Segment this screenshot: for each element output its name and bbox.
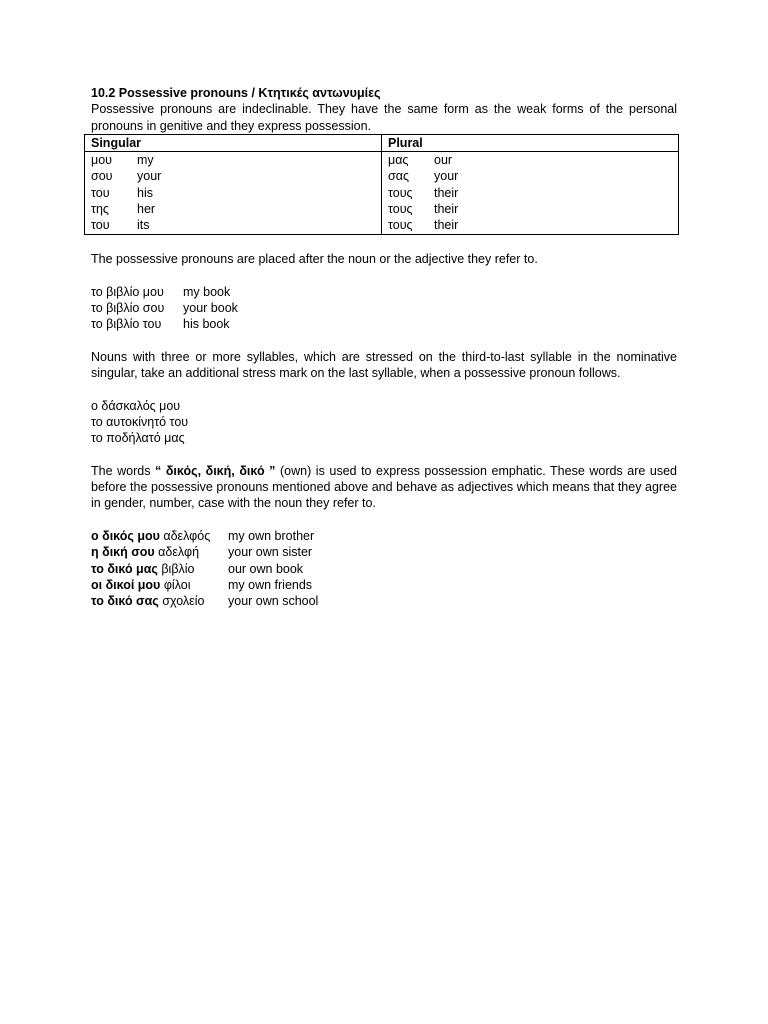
pronoun-greek: του <box>91 218 110 233</box>
pronoun-row <box>388 185 672 201</box>
pronoun-english: his <box>137 185 153 200</box>
example-english: your book <box>183 300 238 315</box>
intro-paragraph: Possessive pronouns are indeclinable. They have the same form as the weak forms of the personal pronouns in genitive and they express possession. <box>91 102 677 133</box>
page-content <box>91 85 677 610</box>
example-row <box>91 544 677 560</box>
example-row <box>91 316 677 332</box>
emphatic-after: (own) is used to express possession emphatic. These words are used before the possessive pronouns mentioned above and behave as adjectives which means that they agree in gender, number, case with the noun they refer to. <box>91 463 677 511</box>
pronoun-english: our <box>434 153 453 168</box>
example-greek <box>91 577 228 593</box>
emphatic-examples <box>91 528 677 609</box>
table-body-row <box>85 152 679 234</box>
spacer <box>91 447 677 463</box>
stress-example: ο δάσκαλός μου <box>91 398 181 413</box>
pronoun-greek: τους <box>388 218 413 233</box>
pronoun-row <box>91 185 375 201</box>
example-noun: αδελφός <box>159 529 211 544</box>
example-greek <box>91 561 228 577</box>
pronoun-english: its <box>137 218 150 233</box>
pronoun-greek: μου <box>91 153 112 168</box>
emphatic-before: The words <box>91 463 156 478</box>
example-bold-phrase: οι δικοί μου <box>91 577 161 592</box>
pronoun-row <box>388 201 672 217</box>
pronoun-row <box>388 152 672 168</box>
pronoun-row <box>91 152 375 168</box>
example-bold-phrase: το δικό σας <box>91 594 159 609</box>
emphatic-paragraph <box>91 463 677 512</box>
spacer <box>91 332 677 348</box>
stress-rule-paragraph: Nouns with three or more syllables, which are stressed on the third-to-last syllable in the nominative singular, take an additional stress mark on the last syllable, when a possessive pronoun follows. <box>91 349 677 381</box>
example-greek: το βιβλίο σου <box>91 300 165 315</box>
singular-column <box>85 152 382 234</box>
placement-examples <box>91 284 677 333</box>
example-noun: φίλοι <box>160 577 191 592</box>
example-english: your own sister <box>228 545 313 560</box>
section-heading: 10.2 Possessive pronouns / Κτητικές αντωνυμίες <box>91 86 381 100</box>
stress-example: το αυτοκίνητό του <box>91 414 189 429</box>
pronoun-greek: μας <box>388 153 409 168</box>
emphatic-words: “ δικός, δική, δικό ” <box>155 463 276 478</box>
pronoun-english: your <box>434 169 459 184</box>
pronoun-row <box>388 217 672 233</box>
header-singular: Singular <box>85 134 382 151</box>
example-row <box>91 577 677 593</box>
pronoun-table <box>84 134 679 235</box>
spacer <box>91 512 677 528</box>
example-bold-phrase: το δικό μας <box>91 561 158 576</box>
example-noun: σχολείο <box>158 594 205 609</box>
example-english: my own friends <box>228 577 313 592</box>
example-noun: αδελφή <box>154 545 200 560</box>
example-greek <box>91 593 228 609</box>
pronoun-english: their <box>434 185 459 200</box>
pronoun-greek: σου <box>91 169 113 184</box>
spacer <box>91 267 677 283</box>
example-row <box>91 300 677 316</box>
pronoun-row <box>91 168 375 184</box>
pronoun-english: their <box>434 202 459 217</box>
pronoun-greek: τους <box>388 202 413 217</box>
pronoun-greek: του <box>91 185 110 200</box>
spacer <box>91 381 677 397</box>
example-row <box>91 284 677 300</box>
stress-examples <box>91 398 677 447</box>
example-noun: βιβλίο <box>157 561 195 576</box>
plural-column <box>382 152 679 234</box>
pronoun-row <box>91 217 375 233</box>
placement-paragraph: The possessive pronouns are placed after the noun or the adjective they refer to. <box>91 251 538 266</box>
pronoun-greek: τους <box>388 185 413 200</box>
example-greek: το βιβλίο του <box>91 317 162 332</box>
example-row <box>91 528 677 544</box>
stress-example: το ποδήλατό μας <box>91 431 185 446</box>
example-greek <box>91 528 228 544</box>
pronoun-greek: σας <box>388 169 409 184</box>
example-english: my book <box>183 284 231 299</box>
pronoun-english: my <box>137 153 154 168</box>
example-bold-phrase: η δική σου <box>91 545 155 560</box>
pronoun-english: her <box>137 202 156 217</box>
example-bold-phrase: ο δικός μου <box>91 529 160 544</box>
pronoun-english: their <box>434 218 459 233</box>
example-english: my own brother <box>228 529 315 544</box>
example-english: his book <box>183 317 230 332</box>
header-plural: Plural <box>382 134 679 151</box>
pronoun-greek: της <box>91 202 109 217</box>
example-greek <box>91 544 228 560</box>
pronoun-row <box>91 201 375 217</box>
example-english: your own school <box>228 594 319 609</box>
pronoun-row <box>388 168 672 184</box>
pronoun-english: your <box>137 169 162 184</box>
spacer <box>91 235 677 251</box>
example-greek: το βιβλίο μου <box>91 284 164 299</box>
example-row <box>91 561 677 577</box>
example-english: our own book <box>228 561 304 576</box>
table-header-row <box>85 134 679 151</box>
example-row <box>91 593 677 609</box>
